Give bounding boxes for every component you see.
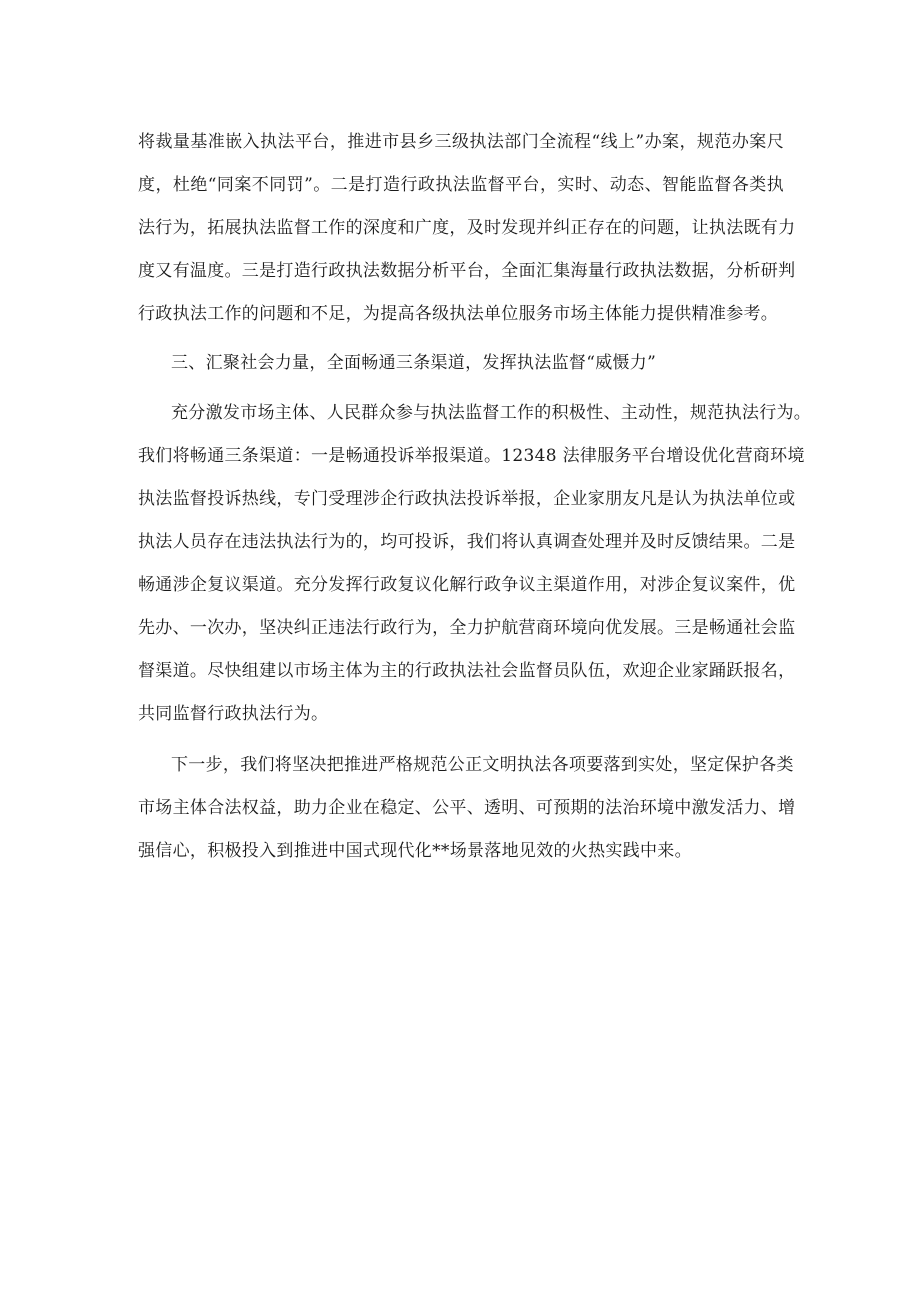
text-line: 畅通涉企复议渠道。充分发挥行政复议化解行政争议主渠道作用，对涉企复议案件，优	[138, 575, 796, 595]
text-line: 度又有温度。三是打造行政执法数据分析平台，全面汇集海量行政执法数据，分析研判	[138, 261, 796, 281]
text-line: 市场主体合法权益，助力企业在稳定、公平、透明、可预期的法治环境中激发活力、增	[138, 798, 796, 818]
text-line: 充分激发市场主体、人民群众参与执法监督工作的积极性、主动性，规范执法行为。	[171, 403, 812, 423]
text-line: 下一步，我们将坚决把推进严格规范公正文明执法各项要落到实处，坚定保护各类	[171, 755, 794, 775]
text-line: 执法监督投诉热线，专门受理涉企行政执法投诉举报，企业家朋友凡是认为执法单位或	[138, 489, 796, 509]
text-line: 我们将畅通三条渠道：一是畅通投诉举报渠道。12348 法律服务平台增设优化营商环境	[138, 446, 805, 466]
text-line: 先办、一次办，坚决纠正违法行政行为，全力护航营商环境向优发展。三是畅通社会监	[138, 618, 796, 638]
text-line: 强信心，积极投入到推进中国式现代化**场景落地见效的火热实践中来。	[138, 841, 692, 861]
text-line: 度，杜绝“同案不同罚”。二是打造行政执法监督平台，实时、动态、智能监督各类执	[138, 175, 784, 195]
text-line: 督渠道。尽快组建以市场主体为主的行政执法社会监督员队伍，欢迎企业家踊跃报名，	[138, 661, 796, 681]
text-line: 执法人员存在违法执法行为的，均可投诉，我们将认真调查处理并及时反馈结果。二是	[138, 532, 796, 552]
text-line: 法行为，拓展执法监督工作的深度和广度，及时发现并纠正存在的问题，让执法既有力	[138, 218, 796, 238]
text-line: 共同监督行政执法行为。	[138, 704, 329, 724]
text-line: 行政执法工作的问题和不足，为提高各级执法单位服务市场主体能力提供精准参考。	[138, 304, 779, 324]
section-heading: 三、汇聚社会力量，全面畅通三条渠道，发挥执法监督“威慑力”	[171, 353, 657, 373]
text-line: 将裁量基准嵌入执法平台，推进市县乡三级执法部门全流程“线上”办案，规范办案尺	[138, 132, 784, 152]
